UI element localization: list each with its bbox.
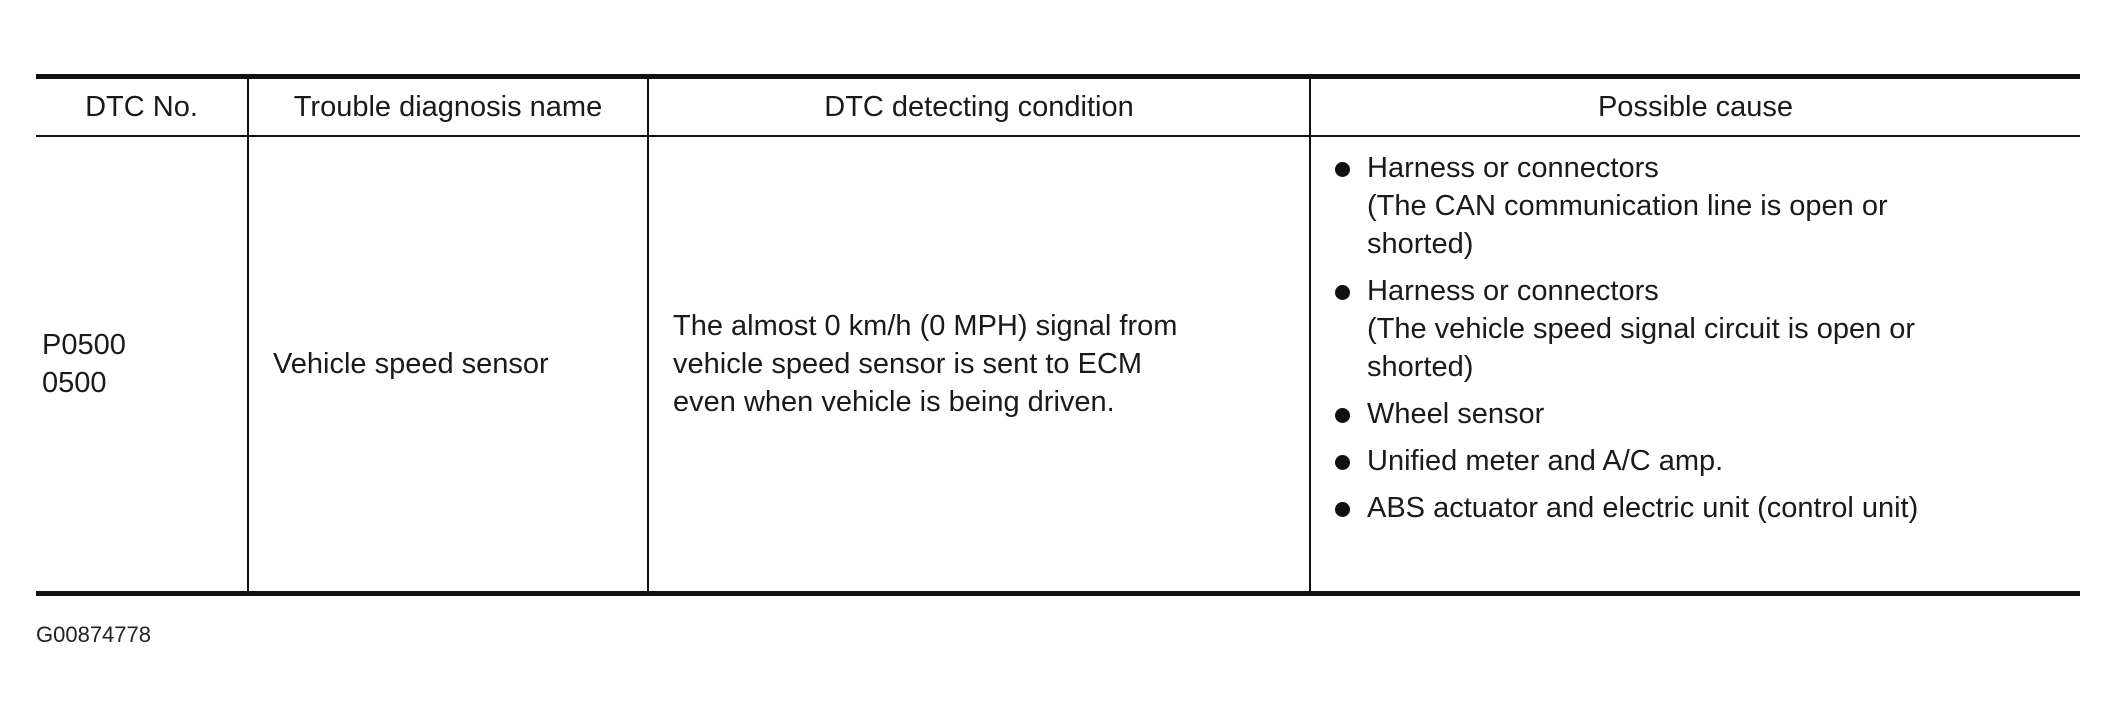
diagnosis-name-cell: Vehicle speed sensor (248, 136, 648, 594)
cause-list (1333, 149, 2070, 527)
possible-cause-cell (1310, 136, 2080, 594)
dtc-number-cell (36, 136, 248, 594)
header-diagnosis-name: Trouble diagnosis name (248, 77, 648, 137)
table-row (36, 136, 2080, 594)
condition-line: vehicle speed sensor is sent to ECM (673, 348, 1143, 380)
cause-item: Wheel sensor (1333, 395, 2070, 433)
bullet-dot-icon (1335, 408, 1350, 423)
header-dtc-no: DTC No. (85, 90, 198, 123)
bullet-dot-icon (1335, 162, 1350, 177)
header-detecting-condition: DTC detecting condition (648, 77, 1310, 137)
dtc-document (36, 74, 2080, 647)
bullet-dot-icon (1335, 455, 1350, 470)
header-possible-cause: Possible cause (1310, 77, 2080, 137)
condition-line: even when vehicle is being driven. (673, 386, 1115, 418)
bullet-dot-icon (1335, 502, 1350, 517)
cause-item: Harness or connectors (The vehicle speed signal circuit is open or shorted) (1333, 272, 2070, 386)
cause-item: Harness or connectors (The CAN communication line is open or shorted) (1333, 149, 2070, 263)
dtc-code: P0500 (42, 329, 126, 361)
figure-id: G00874778 (36, 622, 151, 647)
bullet-dot-icon (1335, 285, 1350, 300)
detecting-condition-cell (648, 136, 1310, 594)
dtc-code-short: 0500 (42, 367, 107, 399)
condition-line: The almost 0 km/h (0 MPH) signal from (673, 310, 1178, 342)
cause-item: Unified meter and A/C amp. (1333, 442, 2070, 480)
table-header-row (36, 77, 2080, 137)
cause-item: ABS actuator and electric unit (control unit) (1333, 489, 2070, 527)
dtc-table (36, 74, 2080, 596)
